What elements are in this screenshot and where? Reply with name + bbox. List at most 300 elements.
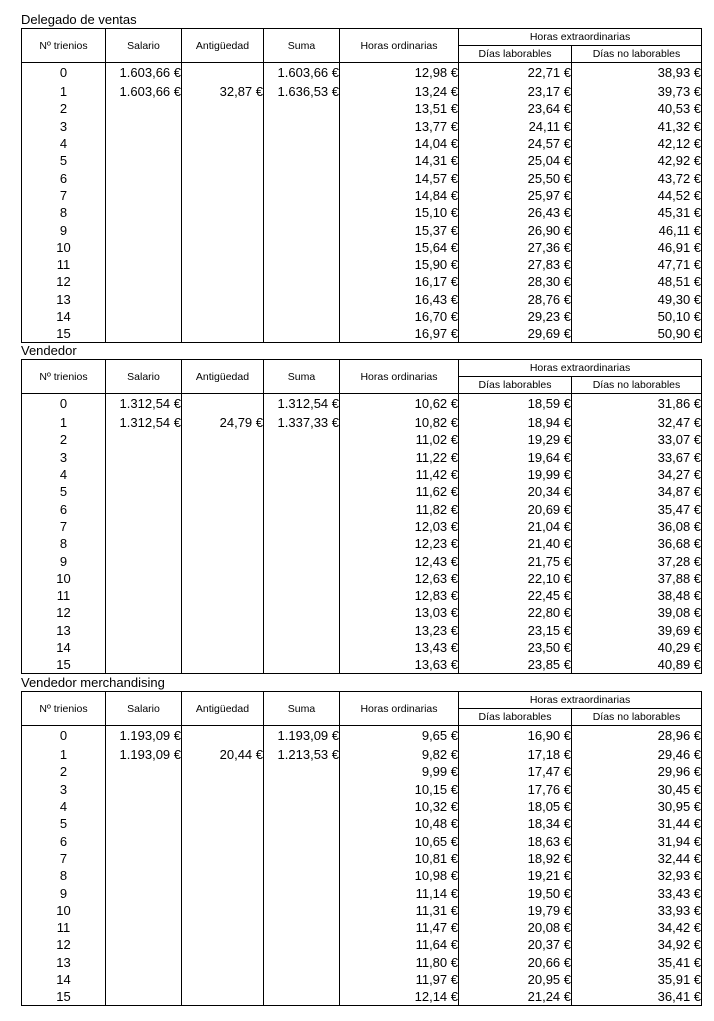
cell-antiguedad: 32,87 €: [182, 83, 264, 100]
cell-horas-ordinarias: 11,82 €: [340, 500, 459, 517]
cell-trienios: 3: [22, 449, 106, 466]
cell-suma: [264, 431, 340, 448]
cell-antiguedad: [182, 466, 264, 483]
cell-suma: 1.337,33 €: [264, 414, 340, 431]
section-title: Delegado de ventas: [21, 12, 137, 27]
cell-dias-laborables: 20,66 €: [459, 954, 572, 971]
cell-antiguedad: [182, 867, 264, 884]
cell-trienios: 12: [22, 604, 106, 621]
cell-horas-ordinarias: 12,14 €: [340, 988, 459, 1006]
cell-dias-laborables: 19,29 €: [459, 431, 572, 448]
header-antiguedad: Antigüedad: [182, 29, 264, 63]
cell-trienios: 15: [22, 325, 106, 343]
table-row: [22, 483, 702, 500]
table-row: [22, 936, 702, 953]
cell-trienios: 7: [22, 518, 106, 535]
cell-dias-laborables: 29,23 €: [459, 308, 572, 325]
salary-table: [21, 28, 702, 343]
header-salario: Salario: [106, 360, 182, 394]
cell-dias-no-laborables: 35,47 €: [572, 500, 702, 517]
cell-antiguedad: [182, 273, 264, 290]
salary-table: [21, 359, 702, 674]
cell-salario: [106, 763, 182, 780]
cell-salario: [106, 570, 182, 587]
cell-dias-laborables: 20,08 €: [459, 919, 572, 936]
cell-antiguedad: [182, 100, 264, 117]
table-row: [22, 291, 702, 308]
cell-trienios: 9: [22, 221, 106, 238]
cell-salario: [106, 781, 182, 798]
cell-dias-no-laborables: 46,11 €: [572, 221, 702, 238]
cell-dias-laborables: 21,40 €: [459, 535, 572, 552]
table-body: [22, 63, 702, 343]
cell-horas-ordinarias: 9,82 €: [340, 746, 459, 763]
cell-trienios: 9: [22, 552, 106, 569]
cell-salario: [106, 971, 182, 988]
cell-trienios: 10: [22, 902, 106, 919]
cell-salario: [106, 656, 182, 674]
cell-suma: [264, 273, 340, 290]
cell-trienios: 6: [22, 169, 106, 186]
cell-antiguedad: [182, 988, 264, 1006]
cell-dias-no-laborables: 29,46 €: [572, 746, 702, 763]
cell-horas-ordinarias: 9,65 €: [340, 726, 459, 747]
cell-trienios: 7: [22, 850, 106, 867]
cell-dias-no-laborables: 37,88 €: [572, 570, 702, 587]
table-row: [22, 308, 702, 325]
cell-trienios: 8: [22, 867, 106, 884]
table-row: [22, 867, 702, 884]
cell-dias-no-laborables: 42,92 €: [572, 152, 702, 169]
cell-suma: [264, 187, 340, 204]
cell-suma: 1.213,53 €: [264, 746, 340, 763]
cell-dias-no-laborables: 36,08 €: [572, 518, 702, 535]
cell-dias-laborables: 18,59 €: [459, 394, 572, 415]
cell-salario: 1.312,54 €: [106, 414, 182, 431]
cell-suma: [264, 135, 340, 152]
cell-suma: [264, 100, 340, 117]
cell-salario: [106, 100, 182, 117]
cell-dias-laborables: 28,30 €: [459, 273, 572, 290]
table-row: [22, 135, 702, 152]
cell-dias-no-laborables: 32,44 €: [572, 850, 702, 867]
cell-horas-ordinarias: 13,77 €: [340, 118, 459, 135]
cell-dias-laborables: 19,21 €: [459, 867, 572, 884]
cell-salario: [106, 466, 182, 483]
cell-dias-no-laborables: 39,69 €: [572, 622, 702, 639]
header-horas-extraordinarias: Horas extraordinarias: [459, 360, 702, 377]
cell-dias-laborables: 18,34 €: [459, 815, 572, 832]
cell-suma: [264, 535, 340, 552]
cell-trienios: 8: [22, 204, 106, 221]
cell-suma: [264, 152, 340, 169]
cell-salario: [106, 152, 182, 169]
cell-suma: 1.193,09 €: [264, 726, 340, 747]
cell-suma: [264, 832, 340, 849]
cell-dias-laborables: 23,15 €: [459, 622, 572, 639]
table-row: [22, 832, 702, 849]
cell-salario: [106, 954, 182, 971]
cell-suma: [264, 518, 340, 535]
cell-suma: [264, 919, 340, 936]
cell-horas-ordinarias: 14,31 €: [340, 152, 459, 169]
header-suma: Suma: [264, 692, 340, 726]
cell-suma: [264, 656, 340, 674]
cell-horas-ordinarias: 9,99 €: [340, 763, 459, 780]
cell-dias-no-laborables: 45,31 €: [572, 204, 702, 221]
header-horas-extraordinarias: Horas extraordinarias: [459, 692, 702, 709]
table-row: [22, 414, 702, 431]
cell-antiguedad: 24,79 €: [182, 414, 264, 431]
cell-antiguedad: [182, 535, 264, 552]
cell-antiguedad: [182, 308, 264, 325]
cell-suma: [264, 483, 340, 500]
cell-salario: [106, 798, 182, 815]
cell-suma: [264, 118, 340, 135]
cell-trienios: 3: [22, 781, 106, 798]
cell-trienios: 1: [22, 83, 106, 100]
cell-dias-laborables: 22,10 €: [459, 570, 572, 587]
table-row: [22, 902, 702, 919]
cell-dias-no-laborables: 32,47 €: [572, 414, 702, 431]
cell-antiguedad: [182, 256, 264, 273]
cell-dias-laborables: 23,64 €: [459, 100, 572, 117]
cell-horas-ordinarias: 16,17 €: [340, 273, 459, 290]
table-row: [22, 746, 702, 763]
cell-antiguedad: [182, 971, 264, 988]
cell-horas-ordinarias: 13,23 €: [340, 622, 459, 639]
cell-dias-laborables: 20,37 €: [459, 936, 572, 953]
cell-dias-laborables: 22,45 €: [459, 587, 572, 604]
cell-antiguedad: [182, 656, 264, 674]
cell-salario: [106, 431, 182, 448]
cell-trienios: 6: [22, 832, 106, 849]
cell-suma: [264, 971, 340, 988]
cell-dias-no-laborables: 33,43 €: [572, 884, 702, 901]
section-title: Vendedor merchandising: [21, 675, 165, 690]
cell-suma: [264, 988, 340, 1006]
cell-dias-no-laborables: 38,48 €: [572, 587, 702, 604]
header-trienios: Nº trienios: [22, 29, 106, 63]
cell-salario: [106, 919, 182, 936]
table-row: [22, 971, 702, 988]
cell-trienios: 7: [22, 187, 106, 204]
cell-antiguedad: [182, 936, 264, 953]
cell-antiguedad: [182, 118, 264, 135]
cell-trienios: 13: [22, 291, 106, 308]
cell-dias-laborables: 27,36 €: [459, 239, 572, 256]
cell-antiguedad: [182, 221, 264, 238]
header-dias-no-laborables: Días no laborables: [572, 709, 702, 726]
cell-suma: [264, 639, 340, 656]
table-row: [22, 570, 702, 587]
cell-horas-ordinarias: 10,65 €: [340, 832, 459, 849]
cell-trienios: 9: [22, 884, 106, 901]
cell-dias-no-laborables: 40,89 €: [572, 656, 702, 674]
cell-horas-ordinarias: 10,32 €: [340, 798, 459, 815]
cell-trienios: 0: [22, 394, 106, 415]
cell-horas-ordinarias: 15,64 €: [340, 239, 459, 256]
header-dias-laborables: Días laborables: [459, 709, 572, 726]
cell-suma: [264, 902, 340, 919]
cell-dias-laborables: 17,47 €: [459, 763, 572, 780]
cell-horas-ordinarias: 11,80 €: [340, 954, 459, 971]
cell-horas-ordinarias: 11,14 €: [340, 884, 459, 901]
table-row: [22, 798, 702, 815]
cell-salario: [106, 308, 182, 325]
cell-dias-laborables: 18,92 €: [459, 850, 572, 867]
cell-dias-no-laborables: 49,30 €: [572, 291, 702, 308]
cell-salario: [106, 273, 182, 290]
cell-trienios: 2: [22, 100, 106, 117]
cell-dias-no-laborables: 35,41 €: [572, 954, 702, 971]
cell-suma: 1.603,66 €: [264, 63, 340, 84]
cell-horas-ordinarias: 14,84 €: [340, 187, 459, 204]
cell-horas-ordinarias: 14,04 €: [340, 135, 459, 152]
cell-dias-laborables: 20,34 €: [459, 483, 572, 500]
cell-horas-ordinarias: 11,02 €: [340, 431, 459, 448]
header-suma: Suma: [264, 360, 340, 394]
cell-horas-ordinarias: 12,98 €: [340, 63, 459, 84]
table-row: [22, 500, 702, 517]
cell-suma: [264, 815, 340, 832]
cell-salario: [106, 988, 182, 1006]
cell-dias-no-laborables: 46,91 €: [572, 239, 702, 256]
salary-table: [21, 691, 702, 1006]
table-row: [22, 118, 702, 135]
cell-dias-laborables: 25,50 €: [459, 169, 572, 186]
cell-salario: [106, 256, 182, 273]
cell-trienios: 0: [22, 63, 106, 84]
cell-antiguedad: [182, 204, 264, 221]
cell-trienios: 6: [22, 500, 106, 517]
cell-dias-laborables: 22,71 €: [459, 63, 572, 84]
cell-trienios: 4: [22, 798, 106, 815]
cell-salario: [106, 902, 182, 919]
cell-antiguedad: [182, 63, 264, 84]
table-row: [22, 466, 702, 483]
cell-dias-no-laborables: 48,51 €: [572, 273, 702, 290]
cell-dias-no-laborables: 34,87 €: [572, 483, 702, 500]
cell-dias-no-laborables: 30,95 €: [572, 798, 702, 815]
cell-horas-ordinarias: 13,63 €: [340, 656, 459, 674]
cell-trienios: 13: [22, 954, 106, 971]
cell-trienios: 10: [22, 239, 106, 256]
table-row: [22, 726, 702, 747]
cell-suma: [264, 169, 340, 186]
cell-salario: [106, 815, 182, 832]
header-trienios: Nº trienios: [22, 692, 106, 726]
table-row: [22, 394, 702, 415]
salary-section: [21, 675, 701, 1006]
cell-salario: [106, 622, 182, 639]
cell-dias-no-laborables: 31,44 €: [572, 815, 702, 832]
salary-section: [21, 343, 701, 674]
cell-dias-laborables: 23,85 €: [459, 656, 572, 674]
cell-dias-laborables: 18,63 €: [459, 832, 572, 849]
cell-horas-ordinarias: 16,70 €: [340, 308, 459, 325]
cell-horas-ordinarias: 12,23 €: [340, 535, 459, 552]
cell-dias-laborables: 26,90 €: [459, 221, 572, 238]
cell-dias-no-laborables: 34,42 €: [572, 919, 702, 936]
cell-salario: 1.312,54 €: [106, 394, 182, 415]
cell-suma: [264, 500, 340, 517]
cell-dias-no-laborables: 33,07 €: [572, 431, 702, 448]
section-title: Vendedor: [21, 343, 77, 358]
cell-horas-ordinarias: 11,42 €: [340, 466, 459, 483]
cell-suma: [264, 867, 340, 884]
cell-antiguedad: [182, 639, 264, 656]
cell-trienios: 5: [22, 483, 106, 500]
cell-trienios: 12: [22, 273, 106, 290]
cell-salario: [106, 832, 182, 849]
table-row: [22, 431, 702, 448]
cell-horas-ordinarias: 10,62 €: [340, 394, 459, 415]
cell-antiguedad: [182, 798, 264, 815]
cell-antiguedad: [182, 325, 264, 343]
cell-antiguedad: [182, 954, 264, 971]
cell-trienios: 1: [22, 746, 106, 763]
cell-suma: [264, 449, 340, 466]
cell-horas-ordinarias: 11,62 €: [340, 483, 459, 500]
cell-suma: [264, 291, 340, 308]
table-row: [22, 552, 702, 569]
cell-dias-no-laborables: 43,72 €: [572, 169, 702, 186]
cell-antiguedad: [182, 431, 264, 448]
cell-dias-laborables: 23,50 €: [459, 639, 572, 656]
cell-suma: [264, 622, 340, 639]
cell-salario: [106, 518, 182, 535]
cell-salario: [106, 500, 182, 517]
cell-horas-ordinarias: 12,63 €: [340, 570, 459, 587]
cell-salario: [106, 239, 182, 256]
cell-horas-ordinarias: 11,22 €: [340, 449, 459, 466]
table-body: [22, 394, 702, 674]
cell-salario: [106, 169, 182, 186]
cell-dias-no-laborables: 36,41 €: [572, 988, 702, 1006]
cell-dias-laborables: 21,75 €: [459, 552, 572, 569]
cell-dias-no-laborables: 33,67 €: [572, 449, 702, 466]
cell-dias-laborables: 24,11 €: [459, 118, 572, 135]
header-horas-ordinarias: Horas ordinarias: [340, 360, 459, 394]
table-row: [22, 763, 702, 780]
cell-horas-ordinarias: 14,57 €: [340, 169, 459, 186]
table-row: [22, 152, 702, 169]
cell-dias-laborables: 16,90 €: [459, 726, 572, 747]
cell-dias-laborables: 19,79 €: [459, 902, 572, 919]
cell-antiguedad: [182, 239, 264, 256]
cell-trienios: 2: [22, 431, 106, 448]
cell-antiguedad: [182, 394, 264, 415]
cell-salario: 1.193,09 €: [106, 746, 182, 763]
cell-horas-ordinarias: 10,48 €: [340, 815, 459, 832]
cell-salario: [106, 587, 182, 604]
cell-antiguedad: [182, 291, 264, 308]
cell-salario: [106, 850, 182, 867]
cell-dias-no-laborables: 41,32 €: [572, 118, 702, 135]
table-row: [22, 169, 702, 186]
cell-salario: [106, 325, 182, 343]
cell-trienios: 11: [22, 256, 106, 273]
cell-salario: [106, 884, 182, 901]
cell-dias-no-laborables: 44,52 €: [572, 187, 702, 204]
cell-trienios: 5: [22, 815, 106, 832]
cell-trienios: 4: [22, 466, 106, 483]
cell-suma: [264, 850, 340, 867]
cell-horas-ordinarias: 12,83 €: [340, 587, 459, 604]
cell-dias-no-laborables: 40,29 €: [572, 639, 702, 656]
header-horas-extraordinarias: Horas extraordinarias: [459, 29, 702, 46]
cell-suma: [264, 570, 340, 587]
cell-trienios: 11: [22, 587, 106, 604]
table-row: [22, 535, 702, 552]
cell-salario: [106, 204, 182, 221]
cell-dias-laborables: 17,76 €: [459, 781, 572, 798]
cell-antiguedad: [182, 483, 264, 500]
cell-dias-laborables: 20,95 €: [459, 971, 572, 988]
cell-antiguedad: [182, 500, 264, 517]
cell-trienios: 0: [22, 726, 106, 747]
cell-suma: [264, 587, 340, 604]
cell-dias-no-laborables: 32,93 €: [572, 867, 702, 884]
cell-dias-laborables: 21,04 €: [459, 518, 572, 535]
cell-trienios: 11: [22, 919, 106, 936]
cell-salario: [106, 535, 182, 552]
table-row: [22, 988, 702, 1006]
cell-horas-ordinarias: 11,31 €: [340, 902, 459, 919]
table-row: [22, 919, 702, 936]
cell-horas-ordinarias: 13,24 €: [340, 83, 459, 100]
header-suma: Suma: [264, 29, 340, 63]
cell-antiguedad: [182, 902, 264, 919]
cell-dias-no-laborables: 33,93 €: [572, 902, 702, 919]
cell-trienios: 14: [22, 639, 106, 656]
cell-antiguedad: [182, 587, 264, 604]
cell-suma: [264, 884, 340, 901]
cell-dias-laborables: 18,94 €: [459, 414, 572, 431]
cell-dias-no-laborables: 40,53 €: [572, 100, 702, 117]
cell-horas-ordinarias: 13,43 €: [340, 639, 459, 656]
cell-antiguedad: [182, 850, 264, 867]
cell-dias-laborables: 25,97 €: [459, 187, 572, 204]
table-row: [22, 639, 702, 656]
table-row: [22, 187, 702, 204]
cell-horas-ordinarias: 16,43 €: [340, 291, 459, 308]
cell-antiguedad: [182, 919, 264, 936]
cell-horas-ordinarias: 13,51 €: [340, 100, 459, 117]
cell-dias-no-laborables: 29,96 €: [572, 763, 702, 780]
header-dias-laborables: Días laborables: [459, 46, 572, 63]
header-salario: Salario: [106, 692, 182, 726]
table-row: [22, 850, 702, 867]
cell-horas-ordinarias: 11,97 €: [340, 971, 459, 988]
cell-salario: [106, 483, 182, 500]
cell-antiguedad: [182, 622, 264, 639]
table-row: [22, 325, 702, 343]
cell-dias-no-laborables: 31,86 €: [572, 394, 702, 415]
header-salario: Salario: [106, 29, 182, 63]
cell-dias-no-laborables: 50,10 €: [572, 308, 702, 325]
cell-suma: [264, 798, 340, 815]
cell-antiguedad: [182, 815, 264, 832]
cell-trienios: 2: [22, 763, 106, 780]
cell-suma: [264, 239, 340, 256]
cell-suma: [264, 204, 340, 221]
cell-dias-laborables: 22,80 €: [459, 604, 572, 621]
cell-salario: [106, 552, 182, 569]
cell-horas-ordinarias: 10,81 €: [340, 850, 459, 867]
cell-horas-ordinarias: 11,47 €: [340, 919, 459, 936]
